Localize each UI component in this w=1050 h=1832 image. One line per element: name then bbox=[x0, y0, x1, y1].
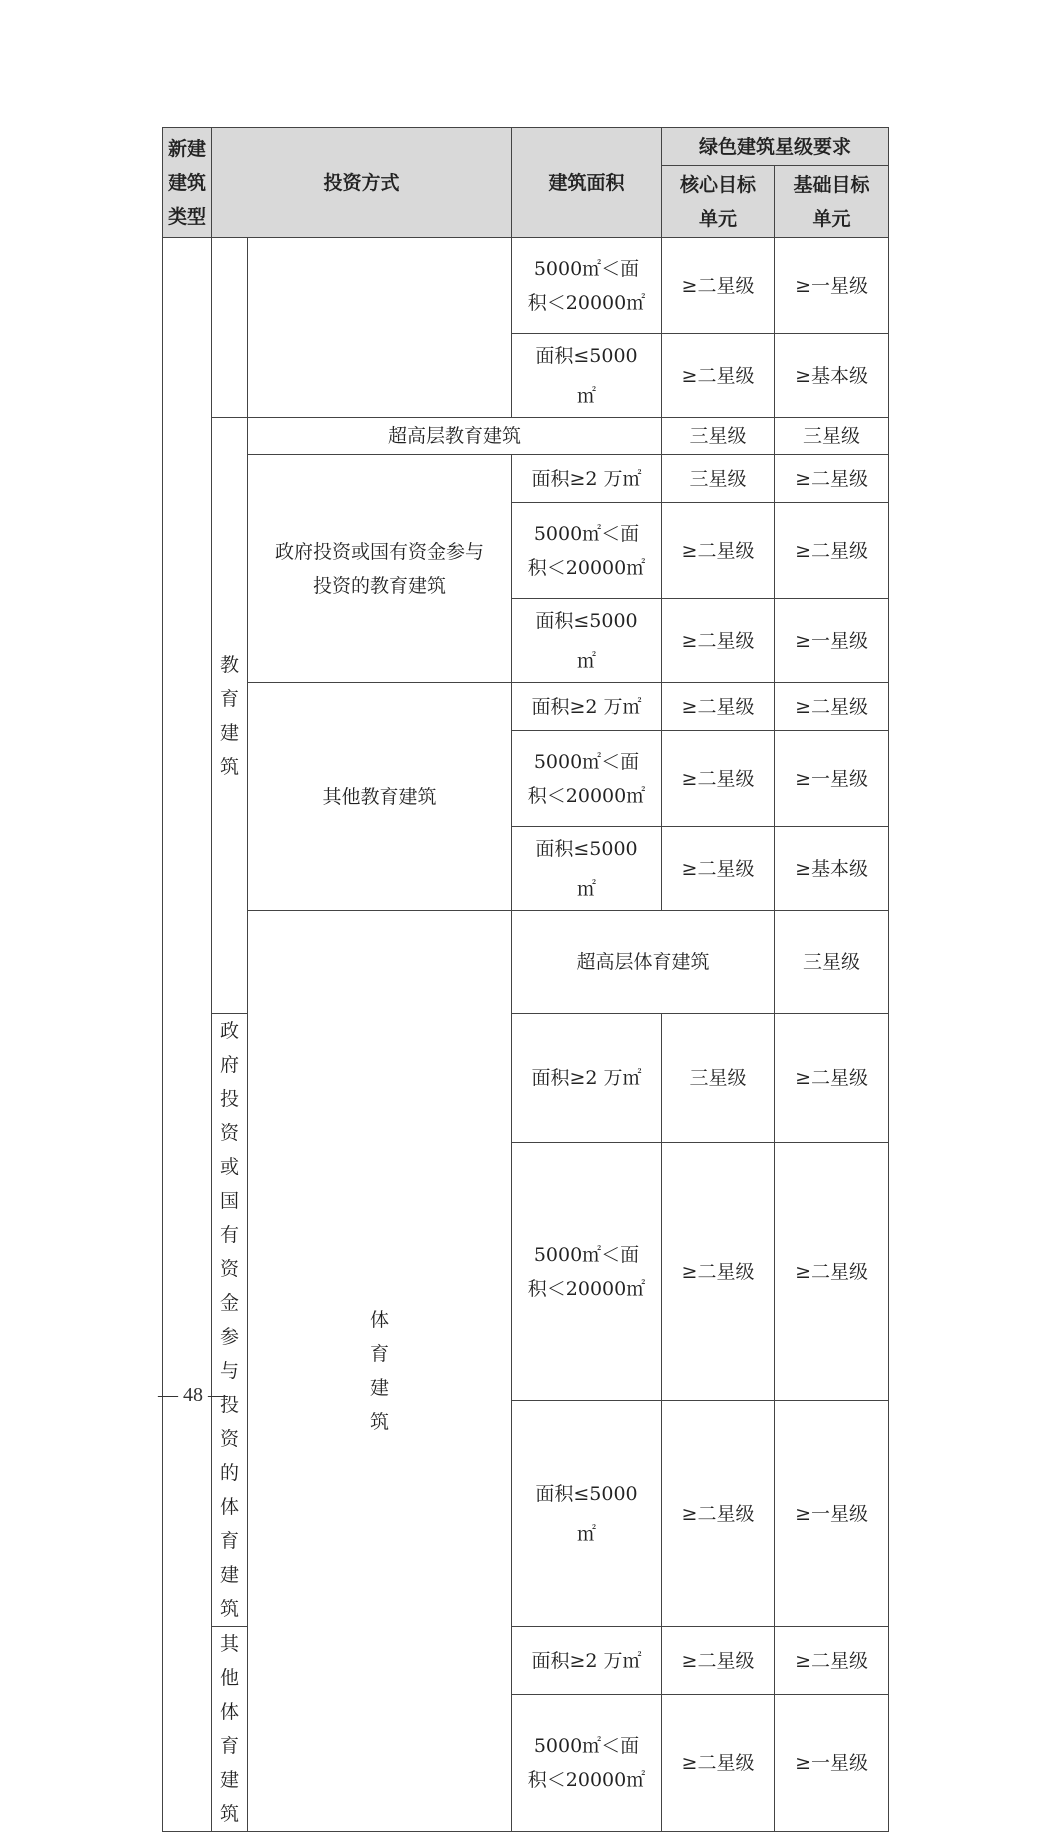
core-cell: 三星级 bbox=[662, 1014, 775, 1143]
table-row bbox=[163, 418, 889, 455]
area-cell: 5000㎡＜面 积＜20000㎡ bbox=[512, 503, 662, 599]
header-building-type: 新建 建筑 类型 bbox=[163, 128, 212, 238]
core-cell: ≥二星级 bbox=[662, 599, 775, 683]
type-cell-blank bbox=[163, 238, 212, 1832]
area-cell: 面积≤5000 ㎡ bbox=[512, 827, 662, 911]
subtype-cell-blank bbox=[212, 238, 248, 418]
base-cell: ≥一星级 bbox=[775, 238, 889, 334]
sport-other-label: 其他体育建筑 bbox=[212, 1627, 248, 1832]
area-cell: 5000㎡＜面 积＜20000㎡ bbox=[512, 1143, 662, 1401]
core-cell: 三星级 bbox=[775, 911, 889, 1014]
invest-cell-blank bbox=[248, 238, 512, 418]
core-cell: ≥二星级 bbox=[662, 238, 775, 334]
area-cell: 面积≥2 万㎡ bbox=[512, 1627, 662, 1695]
area-cell: 5000㎡＜面 积＜20000㎡ bbox=[512, 238, 662, 334]
base-cell: ≥二星级 bbox=[775, 1627, 889, 1695]
base-cell: ≥一星级 bbox=[775, 1401, 889, 1627]
table-row bbox=[163, 683, 889, 731]
base-cell: ≥一星级 bbox=[775, 599, 889, 683]
core-cell: ≥二星级 bbox=[662, 731, 775, 827]
page-number: — 48 — bbox=[158, 1384, 228, 1406]
area-cell: 面积≤5000 ㎡ bbox=[512, 334, 662, 418]
base-cell: ≥二星级 bbox=[775, 1143, 889, 1401]
core-cell: ≥二星级 bbox=[662, 827, 775, 911]
header-area: 建筑面积 bbox=[512, 128, 662, 238]
base-cell: 三星级 bbox=[775, 418, 889, 455]
edu-gov-label: 政府投资或国有资金参与 投资的教育建筑 bbox=[248, 455, 512, 683]
area-cell: 面积≥2 万㎡ bbox=[512, 1014, 662, 1143]
header-star-requirement: 绿色建筑星级要求 bbox=[662, 128, 889, 166]
base-cell: ≥二星级 bbox=[775, 683, 889, 731]
edu-other-label: 其他教育建筑 bbox=[248, 683, 512, 911]
base-cell: ≥二星级 bbox=[775, 503, 889, 599]
sport-super-label: 超高层体育建筑 bbox=[512, 911, 775, 1014]
core-cell: ≥二星级 bbox=[662, 334, 775, 418]
base-cell: ≥基本级 bbox=[775, 334, 889, 418]
core-cell: ≥二星级 bbox=[662, 1627, 775, 1695]
sport-gov-label: 政府投资或国有资金参与 投资的体育建筑 bbox=[212, 1014, 248, 1627]
sport-building-label: 体 育 建 筑 bbox=[248, 911, 512, 1832]
core-cell: ≥二星级 bbox=[662, 1695, 775, 1832]
core-cell: 三星级 bbox=[662, 455, 775, 503]
header-core-unit: 核心目标 单元 bbox=[662, 166, 775, 238]
core-cell: ≥二星级 bbox=[662, 1143, 775, 1401]
base-cell: ≥二星级 bbox=[775, 455, 889, 503]
table-row bbox=[163, 238, 889, 334]
area-cell: 面积≥2 万㎡ bbox=[512, 683, 662, 731]
base-cell: ≥一星级 bbox=[775, 731, 889, 827]
table-row bbox=[163, 455, 889, 503]
green-building-star-table bbox=[162, 127, 889, 1832]
edu-building-label: 教 育 建 筑 bbox=[212, 418, 248, 1014]
base-cell: ≥二星级 bbox=[775, 1014, 889, 1143]
area-cell: 面积≤5000 ㎡ bbox=[512, 599, 662, 683]
area-cell: 面积≤5000 ㎡ bbox=[512, 1401, 662, 1627]
header-investment: 投资方式 bbox=[212, 128, 512, 238]
core-cell: ≥二星级 bbox=[662, 1401, 775, 1627]
area-cell: 5000㎡＜面 积＜20000㎡ bbox=[512, 731, 662, 827]
area-cell: 面积≥2 万㎡ bbox=[512, 455, 662, 503]
table-row bbox=[163, 911, 889, 1014]
area-cell: 5000㎡＜面 积＜20000㎡ bbox=[512, 1695, 662, 1832]
header-base-unit: 基础目标 单元 bbox=[775, 166, 889, 238]
core-cell: ≥二星级 bbox=[662, 683, 775, 731]
core-cell: 三星级 bbox=[662, 418, 775, 455]
edu-super-label: 超高层教育建筑 bbox=[248, 418, 662, 455]
base-cell: ≥基本级 bbox=[775, 827, 889, 911]
base-cell: ≥一星级 bbox=[775, 1695, 889, 1832]
core-cell: ≥二星级 bbox=[662, 503, 775, 599]
